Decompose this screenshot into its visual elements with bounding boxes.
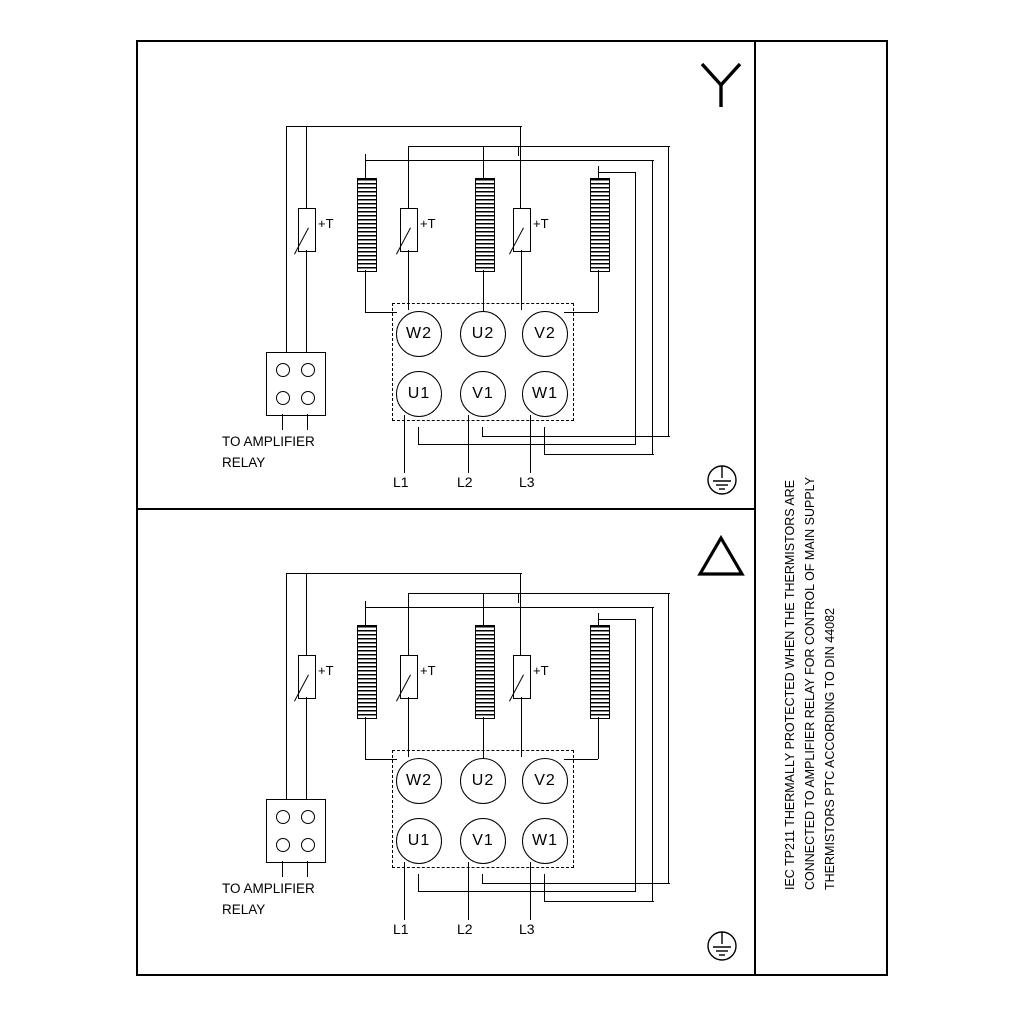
- ptc-wire-bus-mid-star: [408, 146, 524, 147]
- amplifier-lead-1-delta: [282, 861, 283, 877]
- coil-1-lead-bottom-delta: [365, 717, 366, 759]
- ptc-wire-top-1-star: [306, 126, 307, 208]
- terminal-u1-delta: [396, 818, 442, 864]
- note-line-2: CONNECTED TO AMPLIFIER RELAY FOR CONTROL OF MAIN SUPPLY: [803, 476, 817, 890]
- amplifier-label-line1-delta: TO AMPLIFIER: [222, 881, 315, 896]
- frame-right-border: [886, 40, 888, 976]
- amplifier-label-line2-delta: RELAY: [222, 902, 266, 917]
- phase-l1-lead-star: [404, 415, 405, 473]
- ptc-thermistor-1-label-star: +T: [318, 216, 334, 231]
- terminal-u1-label-delta: U1: [407, 832, 431, 849]
- ptc-wire-bottom-2-delta: [408, 697, 409, 757]
- ptc-wire-bus-mid-delta: [408, 593, 524, 594]
- coil-1-lead-bottom-star: [365, 270, 366, 312]
- ptc-wire-to-box-star: [286, 126, 306, 127]
- terminal-u1-label-star: U1: [407, 385, 431, 402]
- note-line-3: THERMISTORS PTC ACCORDING TO DIN 44082: [823, 607, 837, 890]
- amplifier-lead-2-delta: [307, 861, 308, 877]
- terminal-w2-delta: [396, 758, 442, 804]
- ptc-wire-bus-top-delta: [306, 573, 522, 574]
- terminal-v2-delta: [522, 758, 568, 804]
- terminal-v1-label-delta: V1: [472, 832, 494, 849]
- coil-1-lead-top-delta: [365, 601, 366, 625]
- route-u1-bus-up-delta: [635, 619, 636, 892]
- amplifier-terminal-dot-1-star: [276, 363, 290, 377]
- ptc-wire-bottom-3-delta: [521, 697, 522, 757]
- route-u1-bus-star: [418, 427, 419, 445]
- route-v1-bus-up-star: [668, 146, 669, 437]
- phase-l2-label-delta: L2: [457, 921, 473, 937]
- phase-l1-label-star: L1: [393, 474, 409, 490]
- route-u2-drop-star: [483, 270, 484, 311]
- phase-l1-lead-delta: [404, 862, 405, 920]
- coil-2-lead-top-star: [483, 146, 484, 178]
- route-u1-bus-h-star: [418, 444, 636, 445]
- delta-symbol: [696, 534, 746, 578]
- route-w1-bus-delta: [544, 874, 545, 902]
- terminal-u2-star: [460, 311, 506, 357]
- terminal-v1-star: [460, 371, 506, 417]
- route-v1-bus-left-drop-delta: [518, 593, 519, 603]
- route-u1-bus-top-delta: [598, 619, 636, 620]
- frame-top-border: [136, 40, 888, 42]
- ptc-wire-left-2-delta: [286, 573, 287, 803]
- amplifier-lead-2-star: [307, 414, 308, 430]
- amplifier-terminal-dot-3-star: [276, 391, 290, 405]
- coil-1-lead-top-star: [365, 154, 366, 178]
- ptc-wire-drop-right-star: [520, 126, 521, 208]
- phase-l1-label-delta: L1: [393, 921, 409, 937]
- route-w1-bus-h-star: [544, 454, 654, 455]
- ptc-wire-bottom-1-delta: [306, 697, 307, 799]
- terminal-w2-label-star: W2: [406, 325, 432, 342]
- terminal-v1-label-star: V1: [472, 385, 494, 402]
- terminal-w1-label-delta: W1: [532, 832, 558, 849]
- amplifier-label-line1-star: TO AMPLIFIER: [222, 434, 315, 449]
- terminal-u2-label-delta: U2: [471, 772, 495, 789]
- earth-ground-symbol-delta: [700, 928, 744, 968]
- route-v1-bus-h-star: [482, 436, 670, 437]
- route-v1-bus-h-delta: [482, 883, 670, 884]
- coil-3-lead-bottom-star: [598, 270, 599, 312]
- terminal-v2-label-delta: V2: [534, 772, 556, 789]
- frame-mid-divider: [136, 508, 756, 510]
- ptc-wire-bottom-1-star: [306, 250, 307, 352]
- motor-coil-3-star: [590, 178, 610, 272]
- ptc-thermistor-2-label-delta: +T: [420, 663, 436, 678]
- phase-l3-label-star: L3: [519, 474, 535, 490]
- coil-3-lead-bottom-delta: [598, 717, 599, 759]
- terminal-v1-delta: [460, 818, 506, 864]
- coil-2-lead-top-delta: [483, 593, 484, 625]
- route-u1-bus-h-delta: [418, 891, 636, 892]
- ptc-wire-top-1-delta: [306, 573, 307, 655]
- ptc-thermistor-3-label-star: +T: [533, 216, 549, 231]
- note-line-1: IEC TP211 THERMALLY PROTECTED WHEN THE THERMISTORS ARE: [783, 479, 797, 890]
- terminal-u2-label-star: U2: [471, 325, 495, 342]
- ptc-wire-bus-top-star: [306, 126, 522, 127]
- ptc-wire-bottom-2-star: [408, 250, 409, 310]
- phase-l2-label-star: L2: [457, 474, 473, 490]
- route-w1-bus-up-delta: [652, 607, 653, 902]
- route-v1-bus-top-star: [518, 146, 670, 147]
- terminal-v2-label-star: V2: [534, 325, 556, 342]
- route-u1-bus-up-star: [635, 172, 636, 445]
- route-v1-bus-up-delta: [668, 593, 669, 884]
- route-w2-to-coil1-delta: [365, 759, 397, 760]
- motor-coil-2-delta: [475, 625, 495, 719]
- amplifier-terminal-dot-4-delta: [301, 838, 315, 852]
- ptc-thermistor-3-label-delta: +T: [533, 663, 549, 678]
- ptc-thermistor-1-label-delta: +T: [318, 663, 334, 678]
- route-v1-bus-top-delta: [518, 593, 670, 594]
- amplifier-terminal-dot-4-star: [301, 391, 315, 405]
- ptc-wire-top-2-delta: [408, 593, 409, 655]
- ptc-wire-to-box-delta: [286, 573, 306, 574]
- terminal-w1-delta: [522, 818, 568, 864]
- amplifier-terminal-dot-2-delta: [301, 810, 315, 824]
- route-u2-drop-delta: [483, 717, 484, 758]
- motor-coil-1-delta: [357, 625, 377, 719]
- route-u1-bus-delta: [418, 874, 419, 892]
- terminal-v2-star: [522, 311, 568, 357]
- terminal-w1-star: [522, 371, 568, 417]
- terminal-u1-star: [396, 371, 442, 417]
- ptc-wire-left-2-star: [286, 126, 287, 356]
- frame-note-divider: [754, 40, 756, 976]
- amplifier-terminal-dot-1-delta: [276, 810, 290, 824]
- amplifier-terminal-dot-3-delta: [276, 838, 290, 852]
- ptc-wire-top-2-star: [408, 146, 409, 208]
- route-u1-bus-top-star: [598, 172, 636, 173]
- amplifier-terminal-dot-2-star: [301, 363, 315, 377]
- route-w1-bus-star: [544, 427, 545, 455]
- frame-bottom-border: [136, 974, 888, 976]
- amplifier-label-line2-star: RELAY: [222, 455, 266, 470]
- terminal-w2-star: [396, 311, 442, 357]
- ptc-thermistor-2-label-star: +T: [420, 216, 436, 231]
- terminal-w1-label-star: W1: [532, 385, 558, 402]
- route-w1-bus-top-delta: [366, 607, 654, 608]
- amplifier-terminal-box-star: [266, 352, 326, 416]
- wye-symbol: [698, 60, 744, 110]
- terminal-w2-label-delta: W2: [406, 772, 432, 789]
- motor-coil-3-delta: [590, 625, 610, 719]
- route-v2-to-coil3-star: [564, 312, 598, 313]
- motor-coil-1-star: [357, 178, 377, 272]
- earth-ground-symbol-star: [700, 462, 744, 502]
- terminal-u2-delta: [460, 758, 506, 804]
- route-w1-bus-top-star: [366, 160, 654, 161]
- route-w2-to-coil1-star: [365, 312, 397, 313]
- phase-l3-label-delta: L3: [519, 921, 535, 937]
- motor-coil-2-star: [475, 178, 495, 272]
- ptc-wire-drop-right-delta: [520, 573, 521, 655]
- route-w1-bus-up-star: [652, 160, 653, 455]
- ptc-wire-bottom-3-star: [521, 250, 522, 310]
- route-w1-bus-h-delta: [544, 901, 654, 902]
- route-v2-to-coil3-delta: [564, 759, 598, 760]
- amplifier-terminal-box-delta: [266, 799, 326, 863]
- route-v1-bus-left-drop-star: [518, 146, 519, 156]
- amplifier-lead-1-star: [282, 414, 283, 430]
